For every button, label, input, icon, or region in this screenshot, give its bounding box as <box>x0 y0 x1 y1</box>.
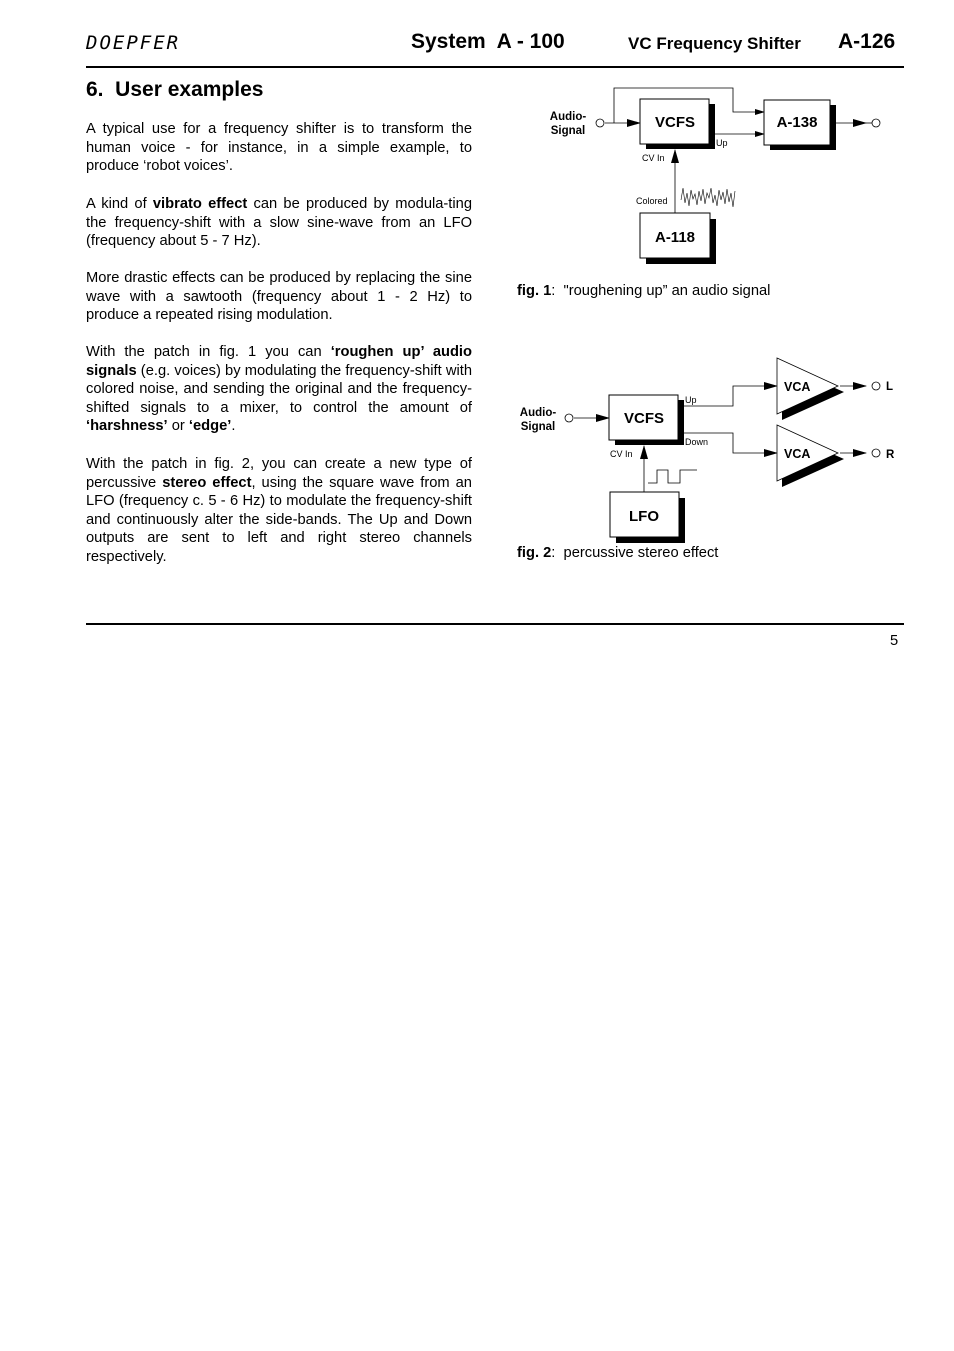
fig1-a118-label: A-118 <box>654 229 696 246</box>
page-number: 5 <box>890 633 899 649</box>
text-run: or <box>167 418 189 435</box>
fig1-caption-text: : "roughening up” an audio signal <box>551 283 771 299</box>
fig2-vcfs-label: VCFS <box>623 410 665 427</box>
fig2-caption-text: : percussive stereo effect <box>551 545 719 561</box>
bold-phrase: stereo effect <box>162 474 252 491</box>
text-run: With the patch in fig. 1 you can <box>86 344 331 360</box>
figure-2-diagram <box>520 358 895 543</box>
fig1-caption-number: fig. 1 <box>517 283 552 299</box>
fig2-vca-top-label: VCA <box>784 380 811 394</box>
fig2-lfo-label: LFO <box>629 508 659 525</box>
fig1-up-label: Up <box>716 138 728 148</box>
fig2-right-label: R <box>886 449 895 461</box>
footer-rule <box>86 623 904 625</box>
doepfer-logo: DOEPFER <box>86 32 181 54</box>
fig1-audio-label-2: Signal <box>550 125 586 137</box>
system-title: System A - 100 <box>411 30 565 53</box>
bold-phrase: ‘edge’ <box>188 418 232 435</box>
bold-phrase: ‘roughen up’ audio signals <box>86 344 472 379</box>
text-run: . <box>231 418 236 435</box>
fig2-caption-number: fig. 2 <box>517 545 552 561</box>
fig2-input-jack <box>565 414 573 422</box>
fig2-up-label: Up <box>685 395 697 405</box>
fig1-colored-label: Colored <box>636 196 668 206</box>
module-code: A-126 <box>838 30 896 53</box>
fig2-right-jack <box>872 449 880 457</box>
fig1-caption <box>517 283 770 299</box>
text-run: A typical use for a frequency shifter is to transform the human voice - for instance, in a simple example, to produce ‘robot voices’. <box>86 121 472 175</box>
bold-phrase: ‘harshness’ <box>86 418 168 435</box>
text-run: A kind of <box>86 196 153 212</box>
fig1-audio-label-1: Audio- <box>549 111 587 123</box>
fig1-noise-wave <box>681 188 735 207</box>
fig2-audio-label-2: Signal <box>520 421 556 433</box>
text-run: can be produced by modula-ting the frequency-shift with a slow sine-wave from an LFO (frequency about 5 - 7 Hz). <box>86 196 472 250</box>
text-run: More drastic effects can be produced by replacing the sine wave with a sawtooth (frequency about 1 - 2 Hz) to produce a repeated rising modulation. <box>86 270 472 324</box>
section-title: 6. User examples <box>86 78 264 101</box>
text-run: , using the square wave from an LFO (frequency c. 5 - 6 Hz) to modulate the frequency-shift and continuously alter the side-bands. The Up and Down outputs are sent to left and right stereo channels respectively. <box>86 474 472 565</box>
fig2-vca-bottom-label: VCA <box>784 447 811 461</box>
figure-1-diagram <box>0 0 954 620</box>
fig2-square-wave <box>648 470 697 483</box>
bold-phrase: vibrato effect <box>152 196 248 212</box>
fig1-input-jack <box>596 119 604 127</box>
fig1-cv-label: CV In <box>642 153 665 163</box>
text-run: With the patch in fig. 2, you can create a new type of percussive <box>86 456 472 491</box>
fig2-left-label: L <box>886 381 894 393</box>
fig1-a138-label: A-138 <box>776 114 818 131</box>
fig2-left-jack <box>872 382 880 390</box>
text-run: (e.g. voices) by modulating the frequency-shift with colored noise, and sending the original and the frequency-shifted signals to a mixer, to control the amount of <box>86 362 472 416</box>
fig1-output-jack <box>872 119 880 127</box>
fig2-down-label: Down <box>685 437 709 447</box>
fig2-cv-label: CV In <box>610 449 633 459</box>
fig2-audio-label-1: Audio- <box>519 407 557 419</box>
module-name: VC Frequency Shifter <box>628 34 801 53</box>
fig2-caption <box>517 545 718 561</box>
fig1-vcfs-label: VCFS <box>654 114 696 131</box>
